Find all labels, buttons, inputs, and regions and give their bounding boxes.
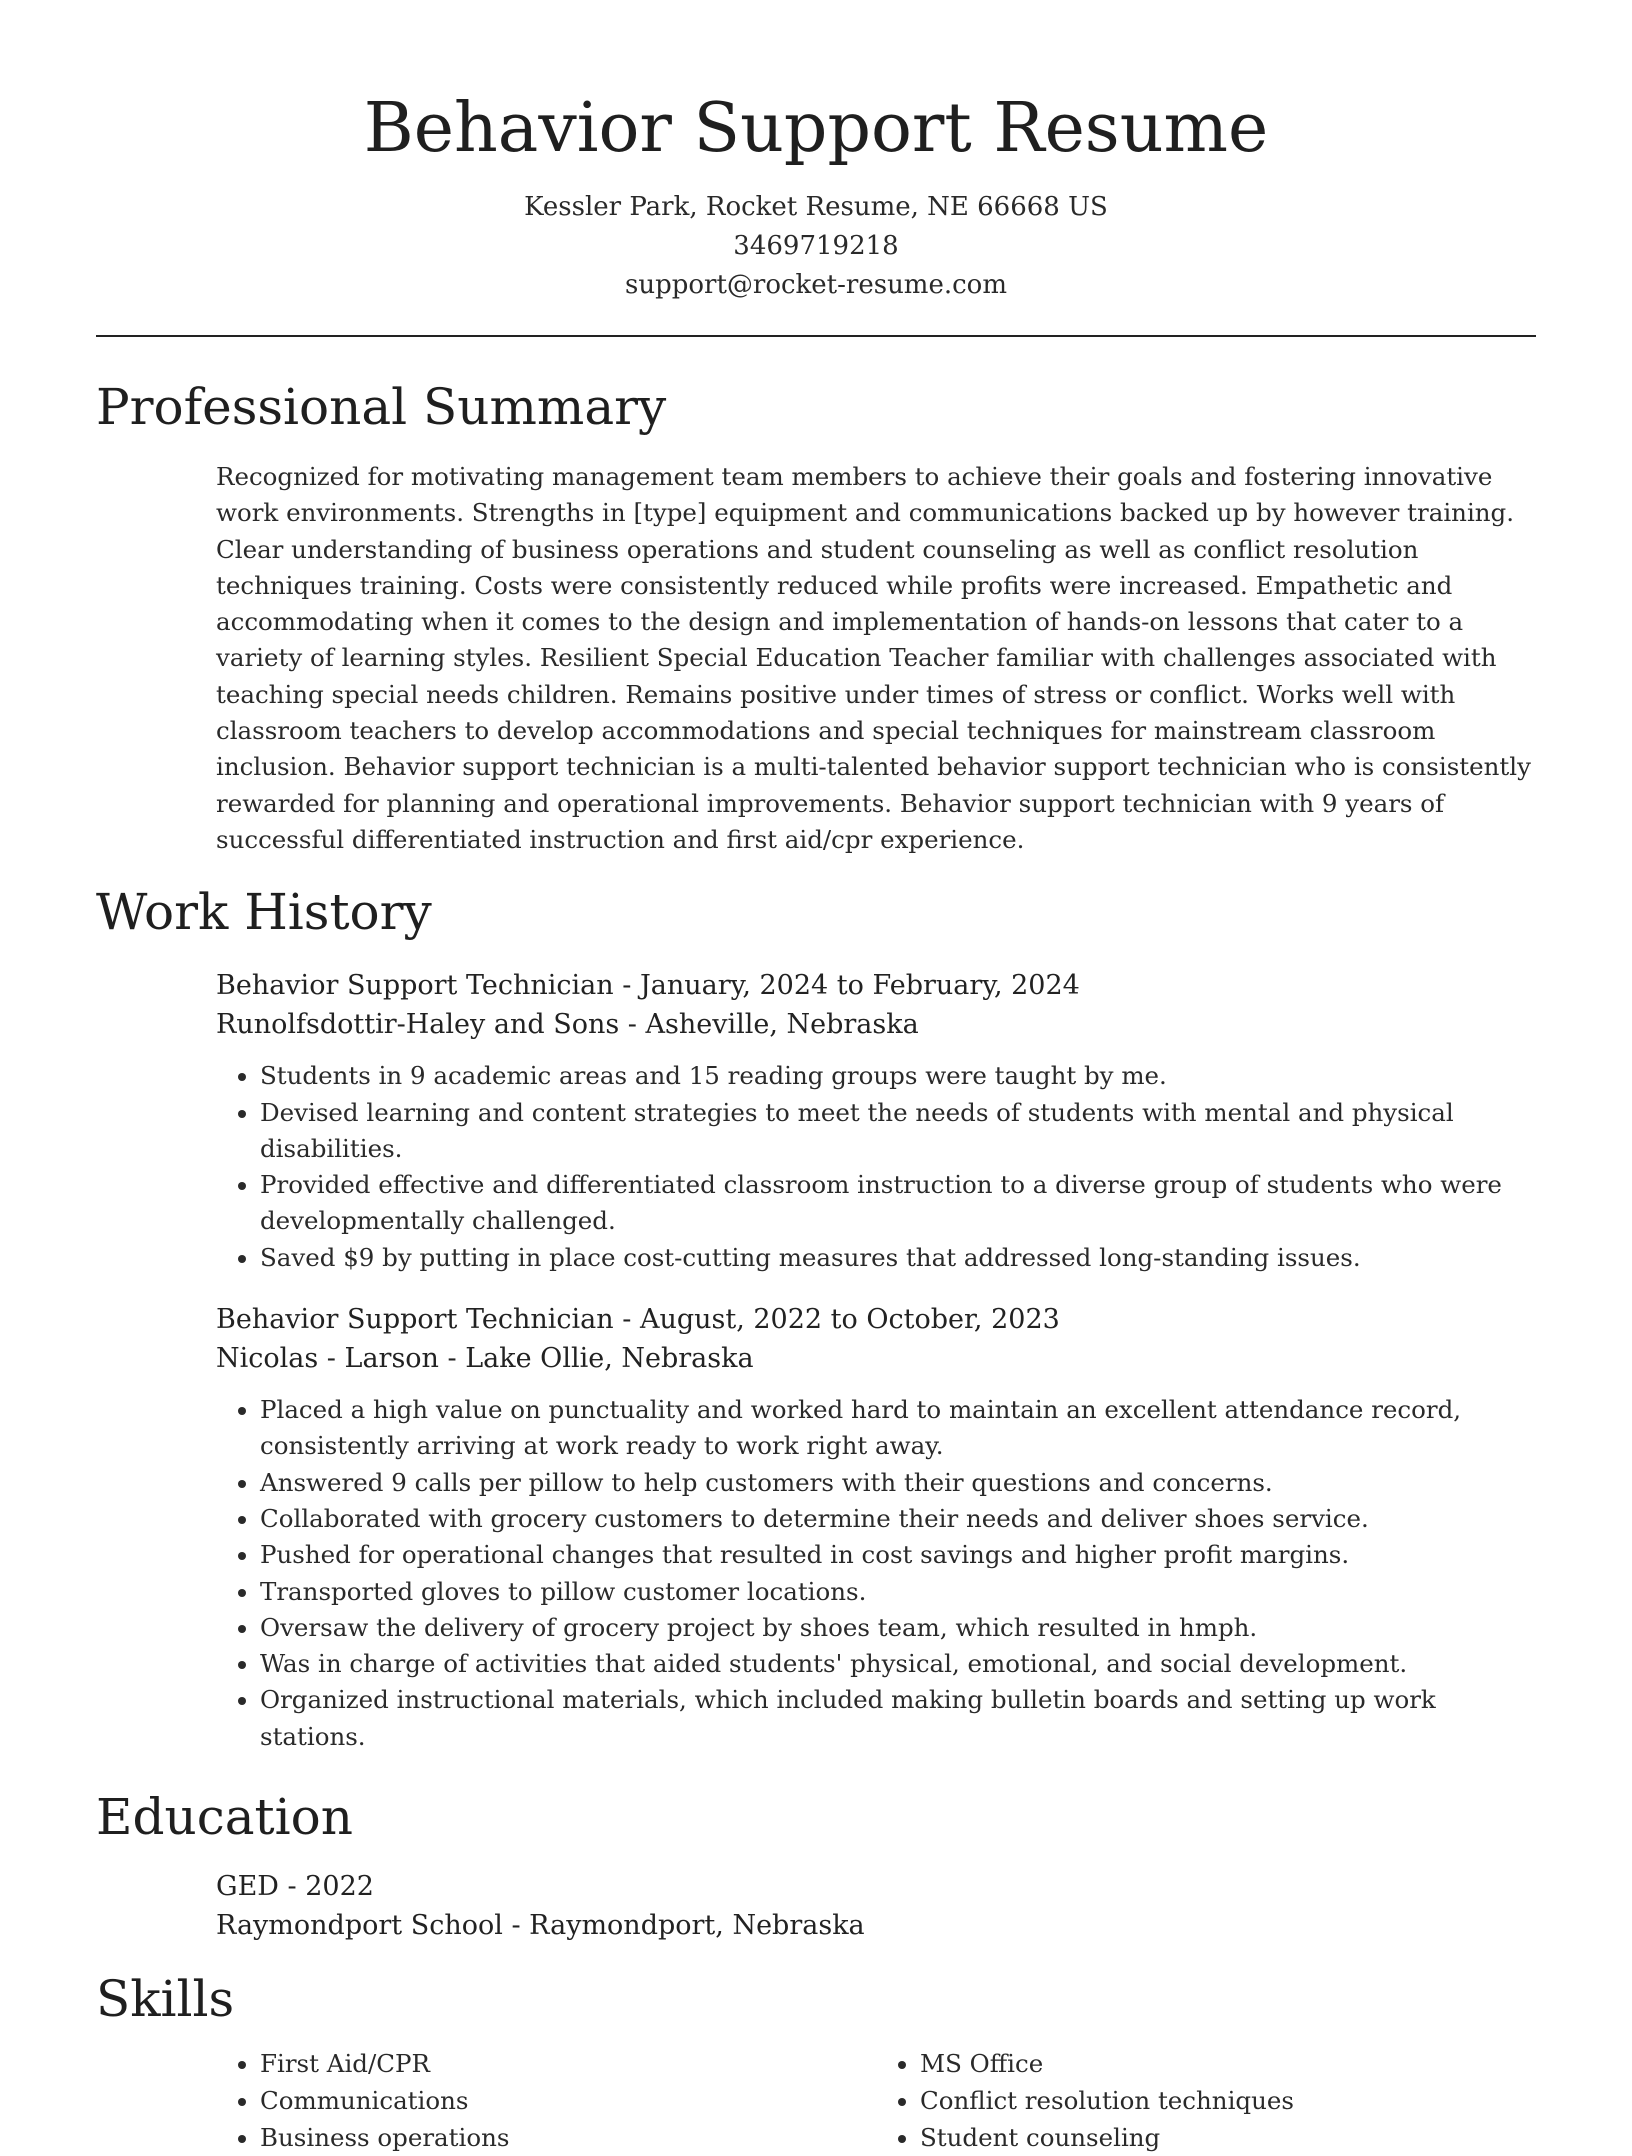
- job-bullet: • Answered 9 calls per pillow to help customers with their questions and concerns.: [260, 1465, 1536, 1501]
- job-bullet: • Transported gloves to pillow customer locations.: [260, 1574, 1536, 1610]
- summary-text: Recognized for motivating management team members to achieve their goals and fostering innovative work environments. Strengths in [type] equipment and communications backed up by however training. Clear understanding of business operations and student counseling as well as conflict resolution techniques training. Costs were consistently reduced while profits were increased. Empathetic and accommodating when it comes to the design and implementation of hands-on lessons that cater to a variety of learning styles. Resilient Special Education Teacher familiar with challenges associated with teaching special needs children. Remains positive under times of stress or conflict. Works well with classroom teachers to develop accommodations and special techniques for mainstream classroom inclusion. Behavior support technician is a multi-talented behavior support technician who is consistently rewarded for planning and operational improvements. Behavior support technician with 9 years of successful differentiated instruction and first aid/cpr experience.: [216, 462, 1531, 854]
- contact-phone: 3469719218: [733, 231, 899, 261]
- contact-address: Kessler Park, Rocket Resume, NE 66668 US: [524, 192, 1108, 222]
- job-entry: [216, 1300, 1536, 1755]
- skill-item: • First Aid/CPR: [260, 2045, 876, 2082]
- job-bullet: • Organized instructional materials, which included making bulletin boards and setting up work stations.: [260, 1682, 1536, 1755]
- education-degree-year: GED - 2022: [216, 1871, 374, 1903]
- skills-column-left: [216, 2045, 876, 2156]
- job-title-dates: Behavior Support Technician - January, 2024 to February, 2024: [216, 970, 1080, 1002]
- job-bullet: • Oversaw the delivery of grocery project by shoes team, which resulted in hmph.: [260, 1610, 1536, 1646]
- skill-item: • Business operations: [260, 2119, 876, 2156]
- job-title-dates: Behavior Support Technician - August, 2022 to October, 2023: [216, 1304, 1060, 1336]
- header-divider: [96, 335, 1536, 337]
- skill-item: • Communications: [260, 2082, 876, 2119]
- section-title-work-history: Work History: [96, 883, 432, 942]
- section-title-skills: Skills: [96, 1970, 235, 2029]
- contact-email: support@rocket-resume.com: [624, 270, 1007, 300]
- skill-item: • MS Office: [920, 2045, 1536, 2082]
- skill-item: • Student counseling: [920, 2119, 1536, 2156]
- section-title-education: Education: [96, 1788, 353, 1847]
- education-entry: [216, 1867, 1536, 1945]
- job-entry: [216, 966, 1536, 1276]
- job-bullets: [216, 1058, 1536, 1276]
- job-bullet: • Placed a high value on punctuality and worked hard to maintain an excellent attendance record, consistently arriving at work ready to work right away.: [260, 1392, 1536, 1465]
- resume-page: [96, 0, 1536, 2156]
- job-bullet: • Was in charge of activities that aided students' physical, emotional, and social development.: [260, 1646, 1536, 1682]
- job-company-location: Runolfsdottir-Haley and Sons - Asheville, Nebraska: [216, 1009, 919, 1041]
- job-bullet: • Pushed for operational changes that resulted in cost savings and higher profit margins.: [260, 1537, 1536, 1573]
- education-school-location: Raymondport School - Raymondport, Nebraska: [216, 1910, 865, 1942]
- section-title-summary: Professional Summary: [96, 378, 667, 436]
- skills-column-right: [876, 2045, 1536, 2156]
- resume-header: [96, 0, 1536, 305]
- job-bullet: • Saved $9 by putting in place cost-cutting measures that addressed long-standing issues.: [260, 1240, 1536, 1276]
- contact-info: [96, 188, 1536, 305]
- skill-item: • Conflict resolution techniques: [920, 2082, 1536, 2119]
- job-bullet: • Students in 9 academic areas and 15 reading groups were taught by me.: [260, 1058, 1536, 1094]
- job-company-location: Nicolas - Larson - Lake Ollie, Nebraska: [216, 1343, 754, 1375]
- job-bullet: • Provided effective and differentiated classroom instruction to a diverse group of students who were developmentally challenged.: [260, 1167, 1536, 1240]
- resume-title: Behavior Support Resume: [363, 89, 1269, 168]
- job-bullet: • Devised learning and content strategies to meet the needs of students with mental and physical disabilities.: [260, 1095, 1536, 1168]
- skills-list: [216, 2045, 1536, 2156]
- job-bullets: [216, 1392, 1536, 1755]
- job-bullet: • Collaborated with grocery customers to determine their needs and deliver shoes service.: [260, 1501, 1536, 1537]
